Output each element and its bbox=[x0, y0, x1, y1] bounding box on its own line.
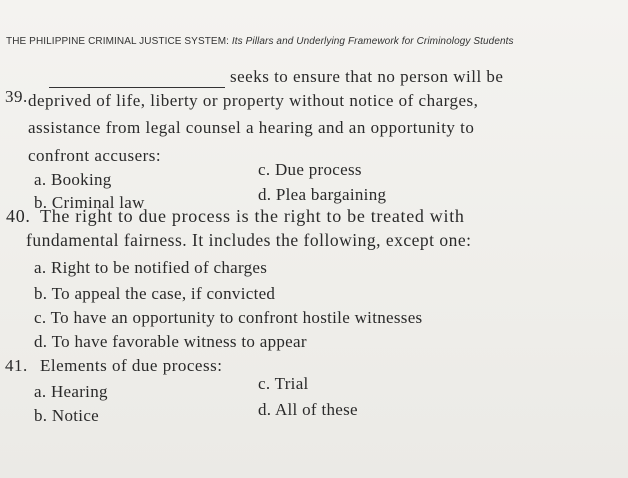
q40-number: 40. bbox=[6, 206, 31, 226]
q39-option-b: b. Criminal law bbox=[34, 193, 145, 212]
q41-option-c: c. Trial bbox=[258, 374, 309, 393]
q40-option-d: d. To have favorable witness to appear bbox=[34, 332, 307, 351]
q40-option-b: b. To appeal the case, if convicted bbox=[34, 284, 276, 303]
page-header bbox=[6, 36, 514, 47]
q39-number: 39. bbox=[5, 87, 28, 106]
q39-option-d: d. Plea bargaining bbox=[258, 185, 387, 204]
q41-option-b: b. Notice bbox=[34, 406, 100, 425]
q39-answer-blank bbox=[49, 87, 225, 88]
q39-stem-line-1: seeks to ensure that no person will be bbox=[230, 67, 504, 86]
q40-option-a: a. Right to be notified of charges bbox=[34, 258, 268, 277]
q41-option-d: d. All of these bbox=[258, 400, 358, 419]
q39-stem-line-3: assistance from legal counsel a hearing and an opportunity to bbox=[28, 118, 475, 137]
q40-stem-line-2: fundamental fairness. It includes the following, except one: bbox=[26, 230, 472, 250]
q41-option-a: a. Hearing bbox=[34, 382, 108, 401]
q40-option-c: c. To have an opportunity to confront hostile witnesses bbox=[34, 308, 423, 327]
header-title: THE PHILIPPINE CRIMINAL JUSTICE SYSTEM: bbox=[6, 36, 232, 47]
q41-number: 41. bbox=[5, 356, 28, 375]
q41-stem: Elements of due process: bbox=[40, 356, 223, 375]
q39-stem-line-2: deprived of life, liberty or property without notice of charges, bbox=[28, 91, 479, 110]
q39-stem-line-4: confront accusers: bbox=[28, 146, 162, 165]
header-subtitle: Its Pillars and Underlying Framework for Criminology Students bbox=[231, 36, 514, 47]
q39-option-c: c. Due process bbox=[258, 160, 362, 179]
q40-stem-line-1: The right to due process is the right to be treated with bbox=[40, 206, 465, 226]
q39-option-a: a. Booking bbox=[34, 170, 112, 189]
